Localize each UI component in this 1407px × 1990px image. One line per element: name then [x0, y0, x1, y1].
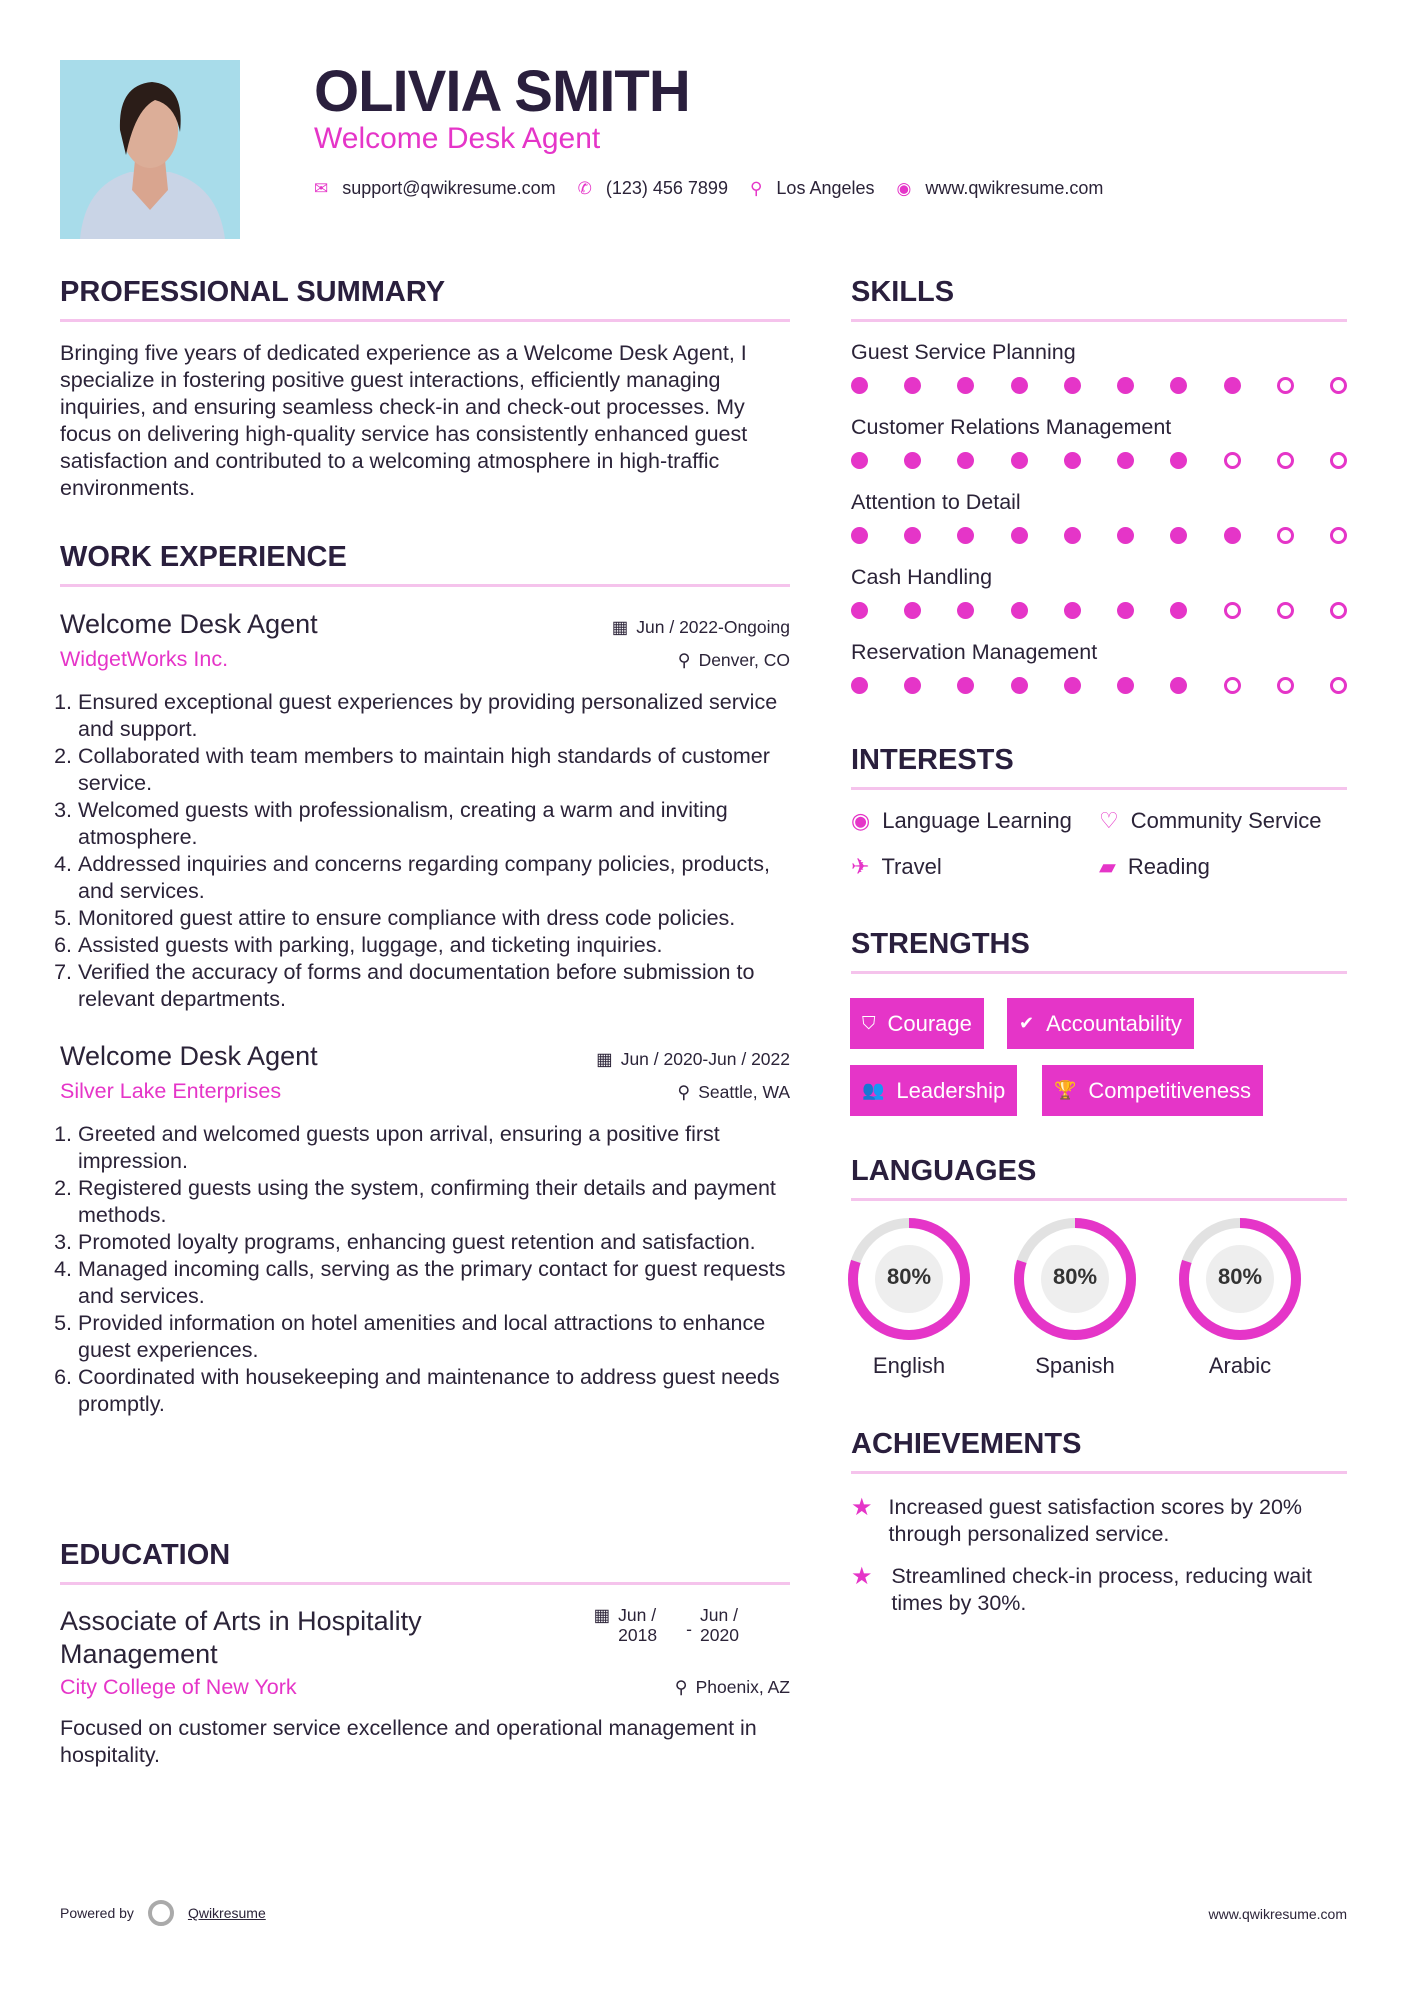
book-icon: ▰ — [1099, 854, 1116, 879]
calendar-icon: ▦ — [611, 617, 629, 637]
interest-label: Travel — [881, 854, 942, 879]
skill-item — [851, 340, 1347, 415]
filled-dot — [957, 602, 974, 619]
skill-rating — [851, 452, 1347, 469]
section-heading: PROFESSIONAL SUMMARY — [60, 276, 446, 308]
filled-dot — [1064, 452, 1081, 469]
section-heading: SKILLS — [851, 276, 955, 308]
bullet-item: 6. Coordinated with housekeeping and maintenance to address guest needs promptly. — [78, 1364, 790, 1418]
education-section — [60, 1539, 790, 1769]
bullet-item: 1. Greeted and welcomed guests upon arrival, ensuring a positive first impression. — [78, 1121, 790, 1175]
achievement-item — [851, 1494, 1347, 1548]
skills-section — [851, 276, 1347, 715]
filled-dot — [1064, 677, 1081, 694]
school-name: City College of New York — [60, 1675, 297, 1699]
bullet-item: 5. Provided information on hotel amenities and local attractions to enhance guest experiences. — [78, 1310, 790, 1364]
contact-item: Los Angeles — [776, 178, 875, 198]
language-percent: 80% — [886, 1264, 932, 1289]
filled-dot — [1064, 602, 1081, 619]
candidate-title: Welcome Desk Agent — [314, 122, 601, 155]
job-dates — [596, 1049, 790, 1070]
shooting-star-icon: ★ — [851, 1494, 873, 1521]
strength-badge — [1007, 998, 1194, 1049]
job-entry — [60, 1041, 790, 1418]
contact-item[interactable]: www.qwikresume.com — [925, 178, 1104, 198]
filled-dot — [1170, 677, 1187, 694]
strength-label: Competitiveness — [1088, 1077, 1252, 1103]
job-entry — [60, 609, 790, 1013]
bullet-item: 2. Collaborated with team members to maintain high standards of customer service. — [78, 743, 790, 797]
contact-info — [314, 178, 1125, 199]
empty-dot — [1330, 452, 1347, 469]
language-item — [1170, 1216, 1310, 1379]
bullet-item: 4. Addressed inquiries and concerns regarding company policies, products, and services. — [78, 851, 790, 905]
candidate-name: OLIVIA SMITH — [314, 59, 690, 124]
strength-badge — [850, 1065, 1017, 1116]
filled-dot — [957, 677, 974, 694]
skill-item — [851, 415, 1347, 490]
interest-item — [1099, 808, 1347, 834]
skill-rating — [851, 677, 1347, 694]
end-date: Jun / 2020 — [700, 1605, 739, 1645]
filled-dot — [1224, 527, 1241, 544]
job-title: Welcome Desk Agent — [60, 1041, 318, 1071]
skill-rating — [851, 377, 1347, 394]
achievement-text: Increased guest satisfaction scores by 20% through personalized service. — [888, 1495, 1303, 1546]
filled-dot — [957, 452, 974, 469]
qwikresume-logo-icon — [148, 1900, 174, 1926]
filled-dot — [1011, 377, 1028, 394]
empty-dot — [1224, 677, 1241, 694]
location-text: Seattle, WA — [698, 1082, 790, 1102]
summary-text: Bringing five years of dedicated experience as a Welcome Desk Agent, I specialize in fostering positive guest interactions, efficiently managing inquiries, and ensuring seamless check-in and check-out processes. My focus on delivering high-quality service has consistently enhanced guest satisfaction and contributed to a welcoming atmosphere in high-traffic environments. — [60, 341, 748, 500]
map-pin-icon: ⚲ — [749, 178, 763, 198]
section-divider — [60, 319, 790, 322]
languages-section — [851, 1155, 1347, 1201]
filled-dot — [1224, 377, 1241, 394]
empty-dot — [1277, 677, 1294, 694]
globe-icon: ◉ — [896, 178, 912, 198]
calendar-icon: ▦ — [593, 1605, 611, 1625]
filled-dot — [957, 377, 974, 394]
filled-dot — [1117, 602, 1134, 619]
filled-dot — [1011, 452, 1028, 469]
job-bullets — [60, 689, 790, 1013]
interest-label: Community Service — [1130, 808, 1322, 833]
empty-dot — [1277, 452, 1294, 469]
date-text: Jun / 2020-Jun / 2022 — [620, 1049, 790, 1069]
strength-badge — [1042, 1065, 1263, 1116]
skill-item — [851, 490, 1347, 565]
strength-badge — [850, 998, 984, 1049]
bullet-item: 3. Welcomed guests with professionalism, creating a warm and inviting atmosphere. — [78, 797, 790, 851]
empty-dot — [1277, 377, 1294, 394]
bullet-item: 4. Managed incoming calls, serving as the primary contact for guest requests and services. — [78, 1256, 790, 1310]
check-circle-icon: ✔ — [1019, 1013, 1035, 1033]
empty-dot — [1277, 602, 1294, 619]
section-heading: INTERESTS — [851, 744, 1014, 776]
education-description: Focused on customer service excellence and operational management in hospitality. — [60, 1716, 757, 1767]
filled-dot — [851, 452, 868, 469]
job-location — [678, 650, 790, 671]
filled-dot — [1117, 452, 1134, 469]
skill-label: Reservation Management — [851, 640, 1098, 664]
contact-item: (123) 456 7899 — [605, 178, 728, 198]
language-item — [839, 1216, 979, 1379]
pin-icon: ⚲ — [674, 1677, 688, 1697]
shooting-star-icon: ★ — [851, 1563, 873, 1590]
start-date: Jun / 2018 — [618, 1605, 658, 1645]
job-bullets — [60, 1121, 790, 1418]
bullet-item: 2. Registered guests using the system, confirming their details and payment methods. — [78, 1175, 790, 1229]
heart-hands-icon: ♡ — [1099, 808, 1119, 833]
section-divider — [60, 1582, 790, 1585]
filled-dot — [851, 602, 868, 619]
bullet-item: 7. Verified the accuracy of forms and documentation before submission to relevant departments. — [78, 959, 790, 1013]
shield-icon: ⛉ — [862, 1013, 876, 1033]
skill-item — [851, 640, 1347, 715]
powered-by-text: Powered by — [60, 1905, 134, 1921]
skill-rating — [851, 602, 1347, 619]
section-divider — [851, 319, 1347, 322]
bullet-item: 5. Monitored guest attire to ensure compliance with dress code policies. — [78, 905, 790, 932]
summary-section — [60, 276, 790, 502]
work-experience-section — [60, 541, 790, 1418]
empty-dot — [1330, 527, 1347, 544]
bullet-item: 3. Promoted loyalty programs, enhancing guest retention and satisfaction. — [78, 1229, 790, 1256]
achievement-text: Streamlined check-in process, reducing wait times by 30%. — [891, 1564, 1312, 1615]
filled-dot — [1170, 452, 1187, 469]
language-name: Spanish — [1035, 1353, 1115, 1378]
empty-dot — [1224, 602, 1241, 619]
location-text: Denver, CO — [698, 650, 790, 670]
section-heading: EDUCATION — [60, 1539, 231, 1571]
skill-label: Attention to Detail — [851, 490, 1021, 514]
profile-photo — [60, 60, 240, 239]
envelope-icon: ✉ — [314, 178, 329, 198]
pin-icon: ⚲ — [677, 1082, 691, 1102]
language-item — [1005, 1216, 1145, 1379]
footer-branding — [60, 1900, 266, 1926]
phone-icon: ✆ — [577, 178, 592, 198]
date-separator: - — [686, 1619, 692, 1639]
filled-dot — [957, 527, 974, 544]
trophy-icon: 🏆 — [1054, 1080, 1077, 1100]
bullet-item: 1. Ensured exceptional guest experiences by providing personalized service and support. — [78, 689, 790, 743]
skill-label: Guest Service Planning — [851, 340, 1076, 364]
globe-icon: ◉ — [851, 808, 871, 833]
achievements-section — [851, 1428, 1347, 1474]
skill-item — [851, 565, 1347, 640]
filled-dot — [1117, 377, 1134, 394]
plane-icon: ✈ — [851, 854, 870, 879]
interests-section — [851, 744, 1347, 880]
users-icon: 👥 — [862, 1080, 885, 1100]
company-name: WidgetWorks Inc. — [60, 647, 229, 671]
interest-item — [1099, 854, 1347, 880]
section-divider — [851, 971, 1347, 974]
filled-dot — [904, 527, 921, 544]
skill-label: Customer Relations Management — [851, 415, 1172, 439]
strength-label: Courage — [887, 1010, 972, 1036]
company-name: Silver Lake Enterprises — [60, 1079, 282, 1103]
filled-dot — [904, 602, 921, 619]
filled-dot — [1064, 377, 1081, 394]
contact-item[interactable]: support@qwikresume.com — [342, 178, 556, 198]
school-location — [675, 1677, 790, 1698]
filled-dot — [904, 377, 921, 394]
empty-dot — [1277, 527, 1294, 544]
section-divider — [851, 1198, 1347, 1201]
interest-item — [851, 808, 1099, 834]
section-heading: LANGUAGES — [851, 1155, 1037, 1187]
filled-dot — [1170, 377, 1187, 394]
language-name: Arabic — [1208, 1353, 1272, 1378]
empty-dot — [1330, 377, 1347, 394]
filled-dot — [1170, 527, 1187, 544]
interest-label: Language Learning — [882, 808, 1072, 833]
filled-dot — [851, 677, 868, 694]
strengths-section — [851, 928, 1347, 974]
footer-url[interactable]: www.qwikresume.com — [1208, 1906, 1347, 1922]
bullet-item: 6. Assisted guests with parking, luggage, and ticketing inquiries. — [78, 932, 790, 959]
skill-label: Cash Handling — [851, 565, 993, 589]
job-location — [677, 1082, 790, 1103]
filled-dot — [1011, 677, 1028, 694]
date-text: Jun / 2022-Ongoing — [636, 617, 790, 637]
filled-dot — [1170, 602, 1187, 619]
filled-dot — [851, 377, 868, 394]
achievement-item — [851, 1563, 1347, 1617]
degree-title: Associate of Arts in Hospitality Management — [60, 1606, 422, 1669]
empty-dot — [1330, 602, 1347, 619]
section-heading: ACHIEVEMENTS — [851, 1428, 1082, 1460]
filled-dot — [904, 452, 921, 469]
filled-dot — [904, 677, 921, 694]
job-dates — [612, 617, 790, 638]
strength-label: Accountability — [1046, 1010, 1182, 1036]
filled-dot — [1064, 527, 1081, 544]
education-dates — [594, 1605, 760, 1645]
section-divider — [851, 1471, 1347, 1474]
calendar-icon: ▦ — [596, 1049, 613, 1069]
empty-dot — [1224, 452, 1241, 469]
section-heading: STRENGTHS — [851, 928, 1030, 960]
strength-label: Leadership — [896, 1077, 1006, 1103]
interest-item — [851, 854, 1099, 880]
filled-dot — [1011, 602, 1028, 619]
language-percent: 80% — [1217, 1264, 1263, 1289]
qwikresume-link[interactable]: Qwikresume — [187, 1905, 266, 1921]
location-text: Phoenix, AZ — [695, 1677, 790, 1697]
job-title: Welcome Desk Agent — [60, 609, 318, 639]
filled-dot — [1117, 527, 1134, 544]
empty-dot — [1330, 677, 1347, 694]
language-percent: 80% — [1052, 1264, 1098, 1289]
language-name: English — [872, 1353, 946, 1378]
filled-dot — [1117, 677, 1134, 694]
filled-dot — [1011, 527, 1028, 544]
section-divider — [851, 787, 1347, 790]
interest-label: Reading — [1127, 854, 1210, 879]
section-heading: WORK EXPERIENCE — [60, 541, 347, 573]
skill-rating — [851, 527, 1347, 544]
filled-dot — [851, 527, 868, 544]
section-divider — [60, 584, 790, 587]
pin-icon: ⚲ — [677, 650, 691, 670]
